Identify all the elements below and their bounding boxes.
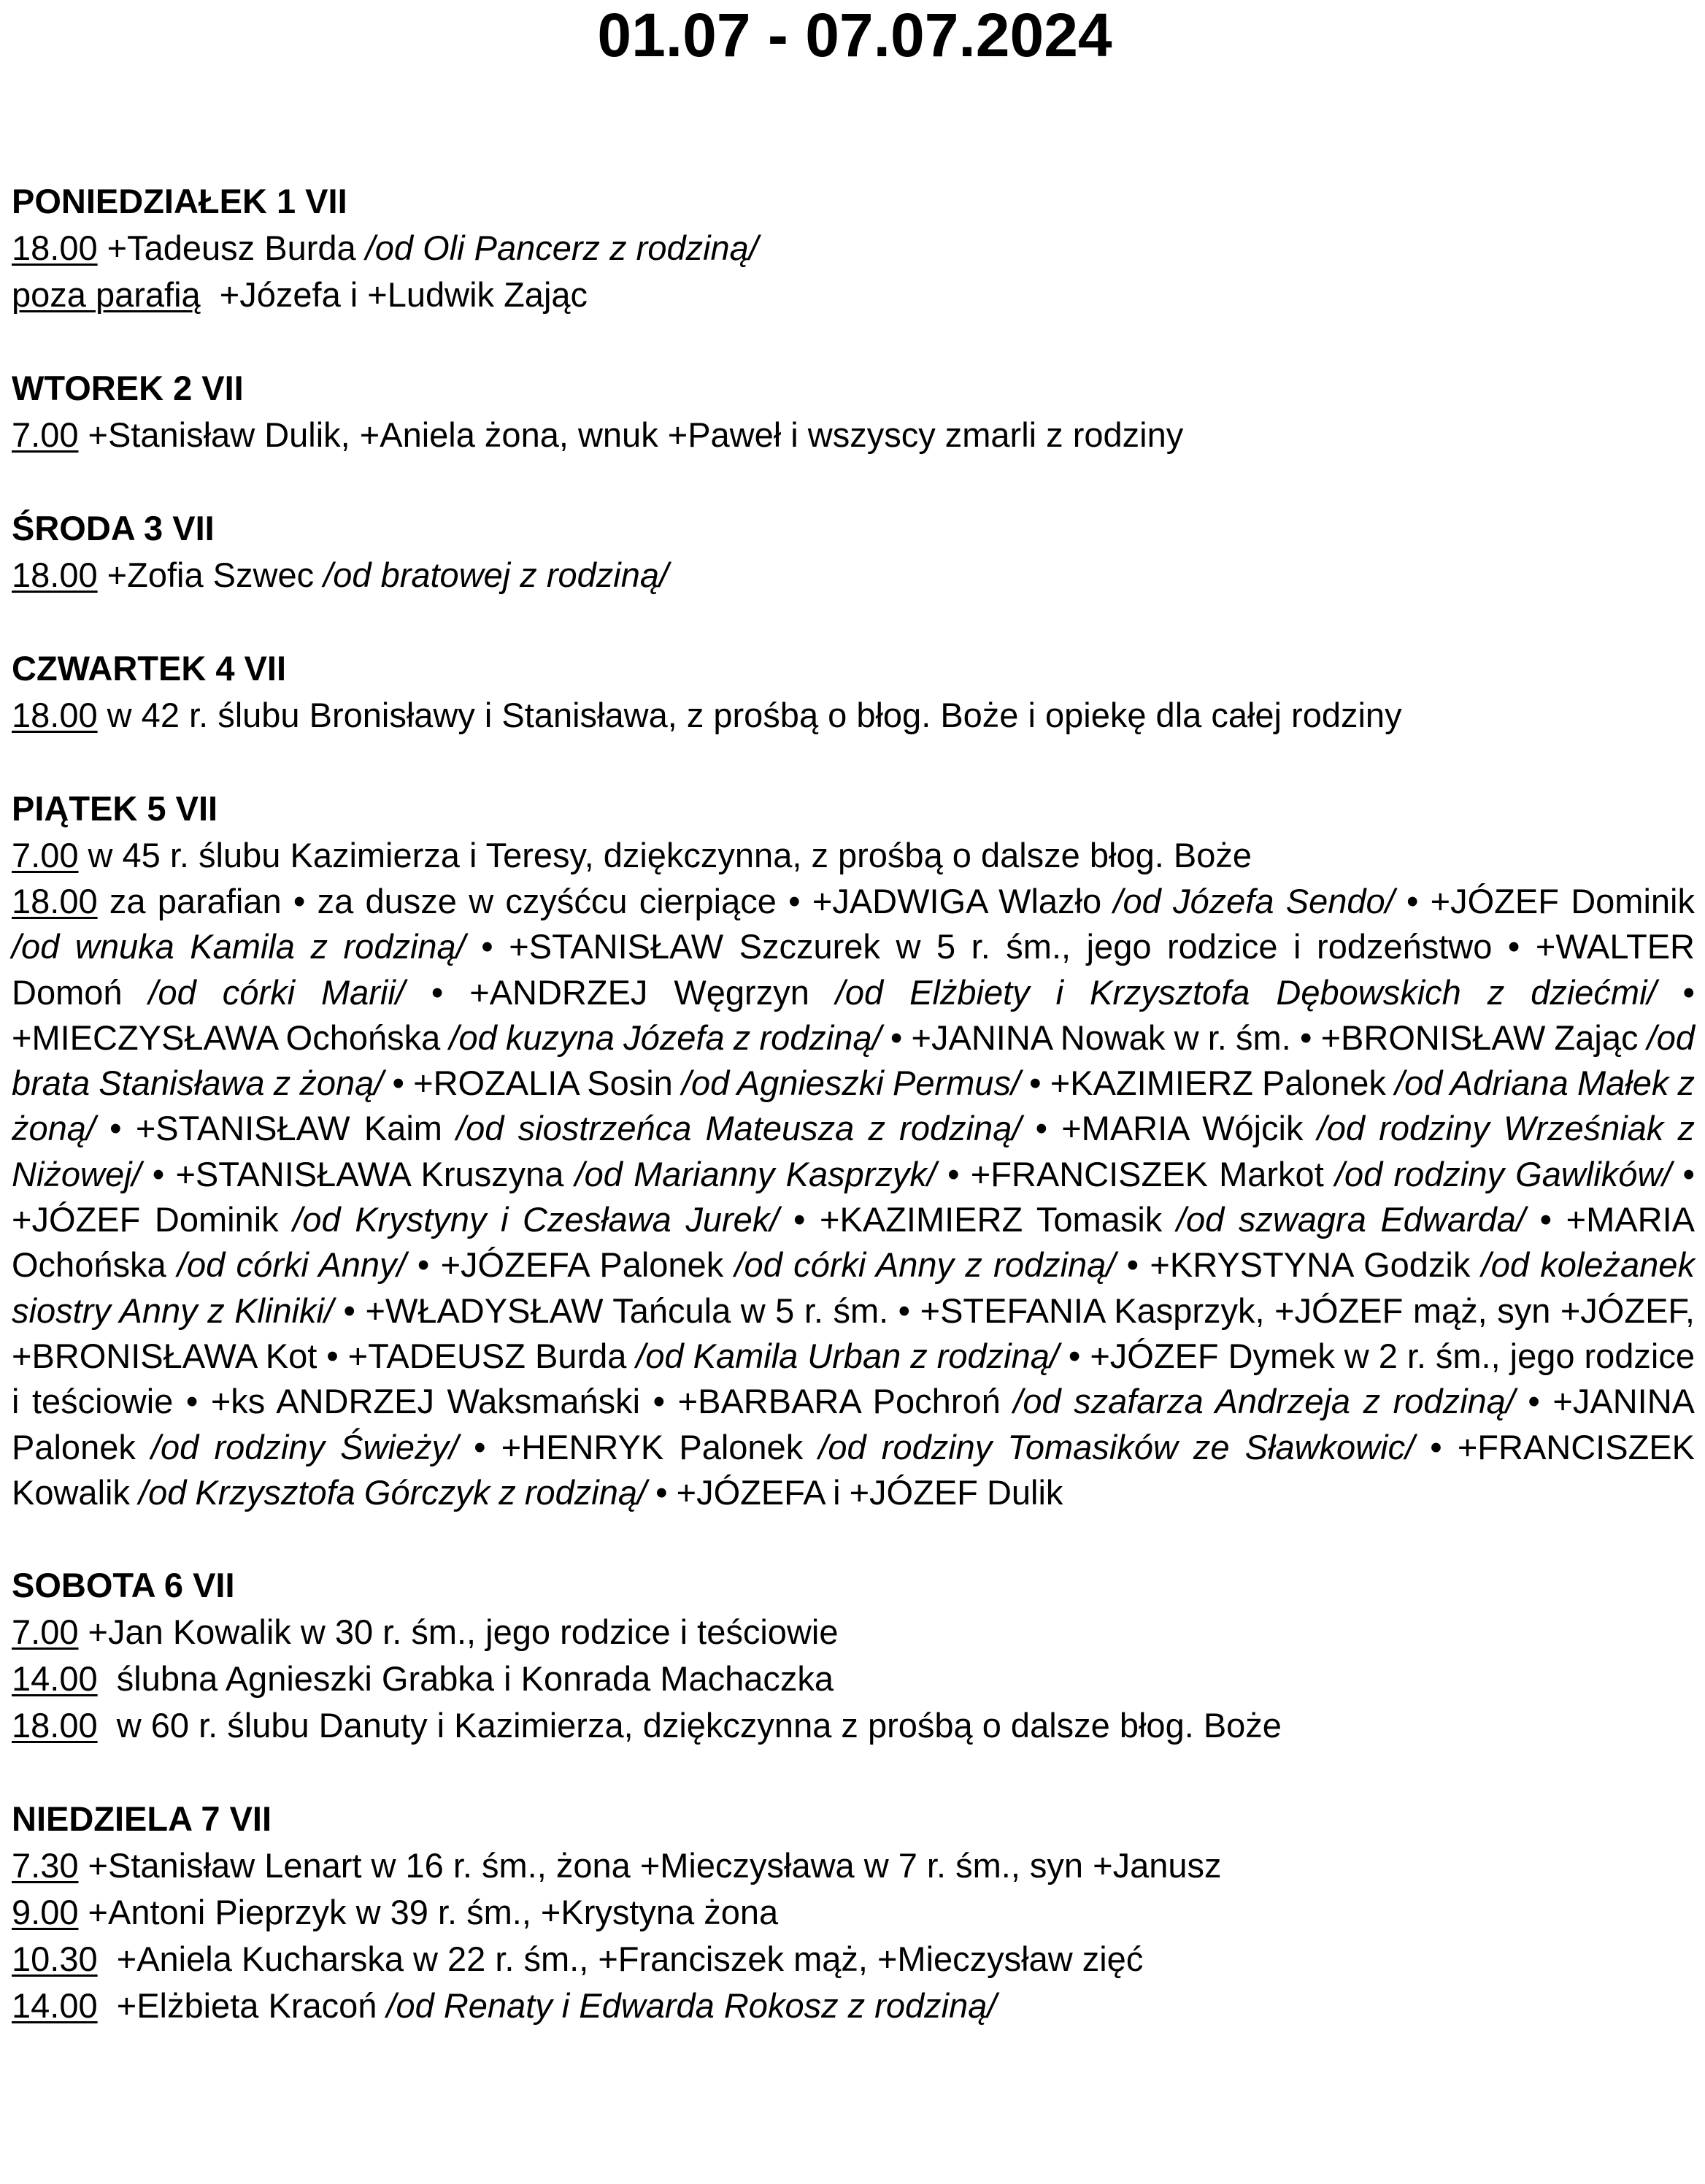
intention-text: • +STANISŁAW Szczurek w 5 r. śm., jego rodzice i rodzeństwo • +WALTER Domoń	[12, 927, 1695, 1012]
intention-text: • +JÓZEFA i +JÓZEF Dulik	[647, 1472, 1063, 1512]
intention-offerer: /od Elżbiety i Krzysztofa Dębowskich z dziećmi/	[835, 972, 1657, 1012]
intention-text: • +JÓZEFA Palonek	[406, 1245, 735, 1285]
mass-entry	[12, 1936, 1698, 1983]
collective-mass-intentions	[12, 879, 1695, 1515]
mass-intention: w 60 r. ślubu Danuty i Kazimierza, dziękczynna z prośbą o dalsze błog. Boże	[97, 1706, 1282, 1745]
intention-offerer: /od siostrzeńca Mateusza z rodziną/	[456, 1109, 1022, 1148]
intention-offerer: /od córki Marii/	[148, 972, 405, 1012]
day-heading-monday: PONIEDZIAŁEK 1 VII	[12, 182, 347, 220]
day-heading-wednesday: ŚRODA 3 VII	[12, 509, 215, 547]
mass-entry	[12, 1889, 1698, 1936]
mass-intention: w 42 r. ślubu Bronisławy i Stanisława, z prośbą o błog. Boże i opiekę dla całej rodziny	[97, 696, 1402, 734]
intention-offerer: /od Adriana Małek z żoną/	[12, 1064, 1695, 1148]
page-title: 01.07 - 07.07.2024	[597, 1, 1112, 69]
mass-intention: +Józefa i +Ludwik Zając	[200, 275, 588, 314]
mass-entry	[12, 1842, 1698, 1889]
mass-offerer: /od bratowej z rodziną/	[323, 555, 669, 594]
mass-entry	[12, 692, 1698, 739]
intention-text: • +ANDRZEJ Węgrzyn	[404, 972, 836, 1012]
intention-text: • +MARIA Wójcik	[1021, 1109, 1317, 1148]
intention-text: • +JÓZEF Dymek w 2 r. śm., jego rodzice i teściowie • +ks ANDRZEJ Waksmański • +BARBARA Pochroń	[12, 1336, 1695, 1421]
mass-entry	[12, 1656, 1698, 1702]
intention-text: • +JANINA Nowak w r. śm. • +BRONISŁAW Zając	[881, 1018, 1647, 1057]
intention-text: • +FRANCISZEK Markot	[936, 1154, 1335, 1193]
mass-intention: ślubna Agnieszki Grabka i Konrada Machaczka	[97, 1659, 834, 1699]
mass-intention: +Tadeusz Burda	[97, 228, 366, 267]
mass-entry	[12, 1609, 1698, 1656]
intention-offerer: /od szwagra Edwarda/	[1176, 1200, 1526, 1239]
mass-entry	[12, 1702, 1698, 1749]
intention-offerer: /od Marianny Kasprzyk/	[574, 1154, 936, 1193]
mass-intention: +Elżbieta Kracoń	[97, 1986, 387, 2026]
intention-offerer: /od córki Anny z rodziną/	[734, 1245, 1116, 1285]
intention-text: • +KAZIMIERZ Palonek	[1020, 1064, 1396, 1103]
intention-text: • +JÓZEF Dominik	[1394, 882, 1695, 920]
mass-time: 18.00	[12, 1706, 98, 1745]
mass-offerer: /od Renaty i Edwarda Rokosz z rodziną/	[386, 1986, 997, 2026]
intention-text: • +ROZALIA Sosin	[383, 1064, 682, 1103]
mass-entry	[12, 552, 1698, 599]
intention-offerer: /od koleżanek siostry Anny z Kliniki/	[12, 1245, 1695, 1330]
intention-text: • +KAZIMIERZ Tomasik	[779, 1200, 1177, 1239]
intention-offerer: /od kuzyna Józefa z rodziną/	[449, 1018, 882, 1057]
mass-time: 7.00	[12, 415, 79, 454]
intention-text: • +KRYSTYNA Godzik	[1115, 1245, 1482, 1285]
mass-time: 7.00	[12, 836, 79, 874]
intention-offerer: /od brata Stanisława z żoną/	[12, 1018, 1696, 1103]
day-heading-friday: PIĄTEK 5 VII	[12, 789, 218, 828]
mass-time: 18.00	[12, 882, 98, 920]
intention-offerer: /od córki Anny/	[177, 1245, 407, 1285]
mass-entry	[12, 272, 1698, 318]
mass-entry	[12, 412, 1698, 458]
mass-time: 7.00	[12, 1612, 79, 1652]
intention-offerer: /od rodziny Wrześniak z Niżowej/	[12, 1109, 1695, 1193]
intention-text: • +JANINA Palonek	[12, 1382, 1695, 1466]
intention-offerer: /od Kamila Urban z rodziną/	[636, 1336, 1059, 1375]
mass-time: 18.00	[12, 555, 98, 594]
day-heading-sunday: NIEDZIELA 7 VII	[12, 1799, 272, 1839]
mass-entry	[12, 832, 1698, 879]
mass-intention: +Zofia Szwec	[97, 555, 324, 594]
mass-intention: w 45 r. ślubu Kazimierza i Teresy, dziękczynna, z prośbą o dalsze błog. Boże	[78, 836, 1252, 874]
intention-text: • +JÓZEF Dominik	[12, 1154, 1695, 1239]
mass-time: 7.30	[12, 1846, 79, 1885]
intention-text: • +WŁADYSŁAW Tańcula w 5 r. śm. • +STEFANIA Kasprzyk, +JÓZEF mąż, syn +JÓZEF, +BRONISŁAWA Kot • +TADEUSZ Burda	[12, 1291, 1695, 1375]
mass-time: 10.30	[12, 1939, 98, 1979]
intention-text: • +STANISŁAW Kaim	[95, 1109, 457, 1148]
intention-offerer: /od Krystyny i Czesława Jurek/	[293, 1200, 780, 1239]
mass-time: 18.00	[12, 228, 98, 267]
schedule-page	[12, 0, 1698, 2029]
intention-offerer: /od rodziny Świeży/	[150, 1427, 459, 1466]
intention-offerer: /od szafarza Andrzeja z rodziną/	[1013, 1382, 1515, 1421]
mass-time: poza parafią	[12, 275, 201, 314]
mass-entry	[12, 225, 1698, 272]
intention-offerer: /od Krzysztofa Górczyk z rodziną/	[139, 1472, 647, 1512]
intention-text: • +STANISŁAWA Kruszyna	[141, 1154, 575, 1193]
intention-offerer: /od Józefa Sendo/	[1113, 882, 1395, 920]
intention-text: • +HENRYK Palonek	[458, 1427, 819, 1466]
mass-intention: +Aniela Kucharska w 22 r. śm., +Franciszek mąż, +Mieczysław zięć	[97, 1939, 1144, 1979]
intention-offerer: /od wnuka Kamila z rodziną/	[12, 927, 466, 966]
day-heading-saturday: SOBOTA 6 VII	[12, 1566, 235, 1605]
intention-offerer: /od Agnieszki Permus/	[681, 1064, 1021, 1103]
intention-text: • +MIECZYSŁAWA Ochońska	[12, 972, 1695, 1057]
mass-intention: +Stanisław Lenart w 16 r. śm., żona +Mieczysława w 7 r. śm., syn +Janusz	[78, 1846, 1222, 1885]
intention-text: • +MARIA Ochońska	[12, 1200, 1695, 1285]
mass-time: 14.00	[12, 1986, 98, 2026]
intention-offerer: /od rodziny Tomasików ze Sławkowic/	[818, 1427, 1415, 1466]
day-heading-thursday: CZWARTEK 4 VII	[12, 649, 287, 688]
intention-offerer: /od rodziny Gawlików/	[1334, 1154, 1672, 1193]
mass-time: 14.00	[12, 1659, 98, 1699]
intention-text: • +FRANCISZEK Kowalik	[12, 1427, 1695, 1512]
intention-text: za parafian • za dusze w czyśćcu cierpiące • +JADWIGA Wlazło	[97, 882, 1114, 920]
day-heading-tuesday: WTOREK 2 VII	[12, 369, 244, 407]
mass-intention: +Stanisław Dulik, +Aniela żona, wnuk +Paweł i wszyscy zmarli z rodziny	[78, 415, 1184, 454]
mass-entry	[12, 1983, 1698, 2029]
mass-time: 18.00	[12, 696, 98, 734]
mass-time: 9.00	[12, 1893, 79, 1932]
mass-intention: +Jan Kowalik w 30 r. śm., jego rodzice i teściowie	[78, 1612, 839, 1652]
mass-offerer: /od Oli Pancerz z rodziną/	[365, 228, 758, 267]
mass-intention: +Antoni Pieprzyk w 39 r. śm., +Krystyna żona	[78, 1893, 779, 1932]
